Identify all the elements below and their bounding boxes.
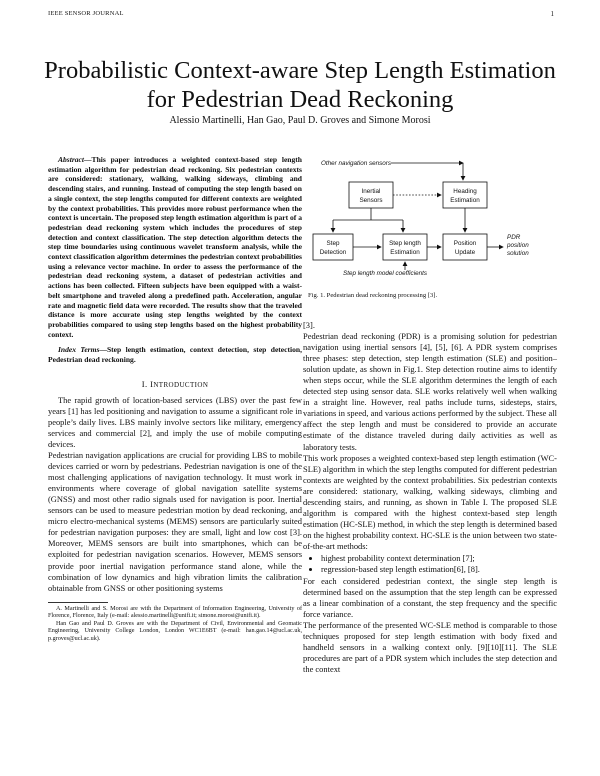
list-item: • regression-based step length estimation[6], [8].	[321, 564, 557, 575]
title-line-1: Probabilistic Context-aware Step Length Estimation	[44, 57, 556, 84]
right-paragraph-2: This work proposes a weighted context-based step length estimation (WC-SLE) algorithm in which the step lengths computed for different pedestrian contexts are weighted by the context probabilities. Six pedestrian contexts are considered: stationary, walking, walking sideways, climbing and descending stairs, and running, as shown in Table I. The proposed SLE algorithm is compared with the highest context-based step length estimation (HC-SLE) method, in which the step length is determined based on the highest probability context. HC-SLE is the union between two state-of-the-art methods:	[303, 452, 558, 551]
section-numeral: I.	[141, 378, 151, 389]
box-heading-estimation	[443, 182, 487, 208]
abstract-text: —This paper introduces a weighted context-based step length estimation algorithm for pedestrian dead reckoning. Six pedestrian contexts are considered: stationary, walking, walking sideways, climbing and descending stairs, and running. Instead of computing the step length based on a single context, the step lengths computed for different contexts are weighted by the context probabilities. This provides more robust performance when the context is uncertain. The proposed step length estimation algorithm is part of a pedestrian dead reckoning system which includes the procedures of step detection and context classification. The step detection algorithm detects the step time boundaries using continuous wavelet transform analysis, while the context classification algorithm determines the pedestrian context probabilities using a relevance vector machine. In order to assess the performance of the pedestrian dead reckoning system, a dataset of pedestrian activities and actions has been collected. Fifteen subjects have been equipped with a waist-belt smartphone and traveled along a predefined path. Acceleration, angular rate and magnetic field data were recorded. The results show that the traveled distance is more accurate using step lengths weighted by the context probabilities compared to using step lengths based on the highest probability context.	[48, 155, 302, 339]
label-inertial-2: Sensors	[359, 197, 383, 204]
journal-header: IEEE SENSOR JOURNAL	[48, 10, 124, 17]
figure-caption: Fig. 1. Pedestrian dead reckoning processing [3].	[308, 292, 438, 299]
section-heading-introduction	[48, 379, 302, 391]
right-paragraph-0: [3].	[303, 320, 315, 330]
right-paragraph-4: The performance of the presented WC-SLE method is comparable to those techniques proposed for step length estimation with body fixed and handheld sensors in a walking context only. [9][10][11]. The SLE procedures are part of a PDR system which includes the step detection and the context	[303, 620, 557, 675]
index-terms	[48, 345, 302, 364]
paper-title	[40, 56, 560, 114]
label-sle-2: Estimation	[390, 249, 420, 256]
label-out-3: solution	[507, 250, 529, 257]
label-heading-2: Estimation	[450, 197, 480, 204]
abstract	[48, 155, 302, 339]
box-position-update	[443, 234, 487, 260]
footnote-1: A. Martinelli and S. Morosi are with the Department of Information Engineering, University of Florence, Florence, Italy (e-mail: alessio.martinelli@unifi.it; simone.morosi@unifi.it).	[48, 605, 302, 620]
section-title-initial: I	[150, 378, 154, 389]
right-paragraph-3: For each considered pedestrian context, the single step length is determined based on the assumption that the step length can be expressed as a linear combination of a constant, the step frequency and the specific force variance.	[303, 576, 557, 620]
page-number: 1	[550, 10, 554, 18]
label-out-1: PDR	[507, 234, 521, 241]
label-heading-1: Heading	[453, 188, 477, 195]
label-step-1: Step	[326, 240, 340, 247]
label-coeffs: Step length model coefficients	[343, 270, 428, 277]
left-column	[48, 155, 302, 644]
intro-paragraph-1: The rapid growth of location-based services (LBS) over the past few years [1] has led positioning and navigation to assume a significant role in people’s daily lives. LBS mainly involve sectors like military, emergency services and commercial [2], and imply the use of mobile computing devices.	[48, 394, 302, 449]
index-terms-text: —Step length estimation, context detection, step detection, Pedestrian dead reckoning.	[48, 345, 302, 365]
label-step-2: Detection	[319, 249, 347, 256]
right-paragraph-1: Pedestrian dead reckoning (PDR) is a promising solution for pedestrian navigation using inertial sensors [4], [5], [6]. A PDR system comprises three phases: step detection, step length estimation (SLE) and position–solution update, as shown in Fig.1. Step detection routine aims to identify when steps occur, while the SLE algorithm determines the length of each detected step using sensor data. SLE works relatively well when walking in a straight line. However, real paths include turns, sidesteps, stairs, variations in speed, and various actions performed by the subject. These all affect the step length and must be considered to provide an accurate estimate of the distance traveled during daily activities as well as laboratory tests.	[303, 331, 557, 452]
footnote-divider	[48, 602, 108, 603]
section-title-rest: NTRODUCTION	[153, 380, 209, 389]
label-pos-1: Position	[453, 240, 477, 247]
method-list	[303, 553, 557, 575]
pdr-block-diagram	[303, 160, 559, 278]
box-step-detection	[313, 234, 353, 260]
box-inertial-sensors	[349, 182, 393, 208]
box-step-length-estimation	[383, 234, 427, 260]
right-column	[303, 320, 557, 676]
index-terms-lead: Index Terms	[58, 345, 100, 355]
label-pos-2: Update	[454, 249, 476, 256]
intro-paragraph-2: Pedestrian navigation applications are crucial for providing LBS to mobile devices carried or worn by pedestrians. Pedestrian navigation is one of the most challenging applications of navigation technology. It must work in environments where coverage of global navigation satellite systems (GNSS) and most other radio signals used for navigation is poor. Inertial sensors can be used to measure pedestrian motion by dead reckoning, and micro electro-mechanical systems (MEMS) sensors are particularly suited for pedestrian navigation purposes: they are small, light and low cost [3]. Moreover, MEMS sensors are built into smartphones, which can be exploited for pedestrian navigation scenarios. However, MEMS sensors provide poor inertial navigation performance stand alone, while the combination of low dynamics and high vibration limits the calibration obtainable from GNSS or other positioning systems	[48, 450, 302, 593]
list-item: • highest probability context determination [7];	[321, 553, 557, 564]
label-out-2: position	[507, 242, 529, 249]
label-other-nav-sensors: Other navigation sensors	[321, 160, 392, 167]
title-line-2: for Pedestrian Dead Reckoning	[146, 86, 454, 113]
paper-authors: Alessio Martinelli, Han Gao, Paul D. Groves and Simone Morosi	[169, 115, 431, 126]
label-sle-1: Step length	[389, 240, 421, 247]
footnote-2: Han Gao and Paul D. Groves are with the Department of Civil, Environmental and Geomatic Engineering, University College London, London WC1E6BT (e-mail: han.gao.14@ucl.ac.uk, p.groves@ucl.ac.uk).	[48, 620, 302, 643]
abstract-lead: Abstract	[58, 155, 84, 164]
label-inertial-1: Inertial	[361, 188, 381, 195]
